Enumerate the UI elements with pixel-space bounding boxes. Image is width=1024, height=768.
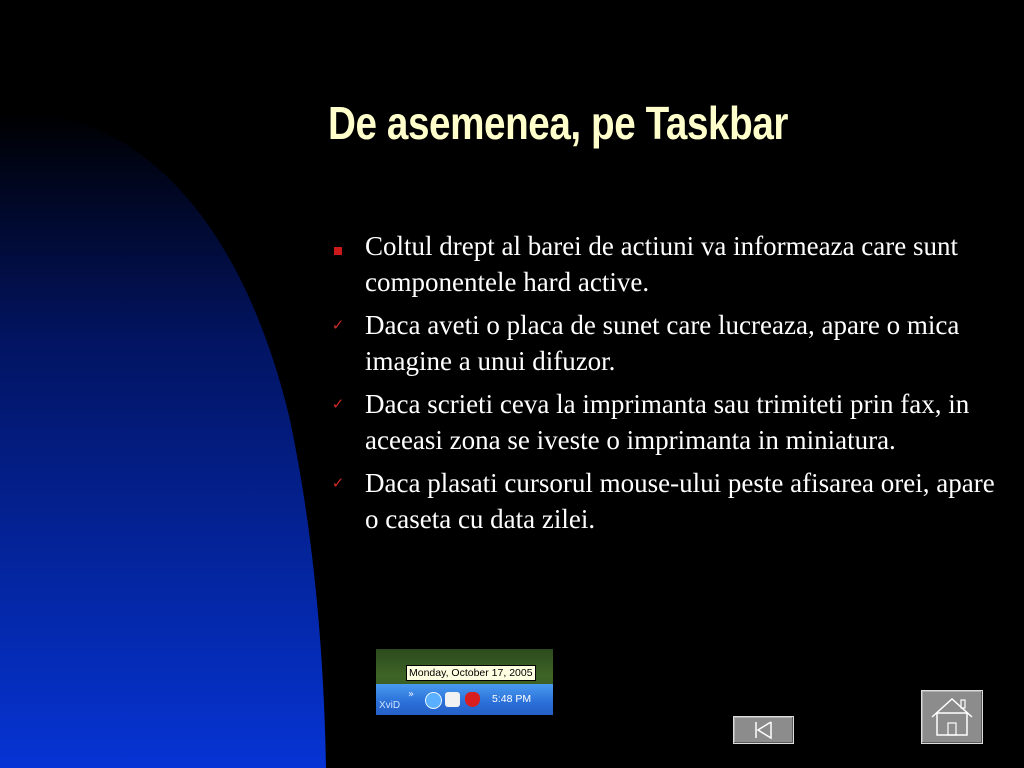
network-tray-icon: [445, 692, 460, 707]
bullet-text: Daca plasati cursorul mouse-ului peste afisarea orei, apare o caseta cu data zilei.: [365, 468, 995, 534]
taskbar-screenshot: [376, 649, 553, 715]
bullet-text: Coltul drept al barei de actiuni va informeaza care sunt componentele hard active.: [365, 231, 958, 297]
back-arrow-tray-icon: [425, 692, 442, 709]
clock-time: 5:48 PM: [492, 693, 532, 705]
check-bullet-icon: ✓: [331, 316, 345, 334]
slide-title: De asemenea, pe Taskbar: [328, 97, 789, 149]
home-button[interactable]: [921, 690, 983, 744]
decorative-blue-gradient-shape: [0, 0, 330, 768]
bullet-item: [328, 307, 998, 379]
skip-to-first-icon: [734, 717, 793, 743]
date-tooltip: Monday, October 17, 2005: [406, 665, 536, 681]
xvid-label: XviD: [379, 700, 401, 711]
check-bullet-icon: ✓: [331, 395, 345, 413]
bullet-item: [328, 465, 998, 537]
security-shield-tray-icon: [465, 692, 480, 707]
bullet-item: [328, 386, 998, 458]
bullet-item: [328, 228, 998, 300]
bullet-text: Daca scrieti ceva la imprimanta sau trimiteti prin fax, in aceeasi zona se iveste o imprimanta in miniatura.: [365, 389, 970, 455]
chevron-icon: »: [408, 689, 415, 700]
first-slide-button[interactable]: [733, 716, 794, 744]
check-bullet-icon: ✓: [331, 474, 345, 492]
bullet-list: [328, 228, 998, 544]
home-icon: [922, 691, 982, 743]
bullet-text: Daca aveti o placa de sunet care lucreaza, apare o mica imagine a unui difuzor.: [365, 310, 960, 376]
square-bullet-icon: [328, 228, 348, 264]
